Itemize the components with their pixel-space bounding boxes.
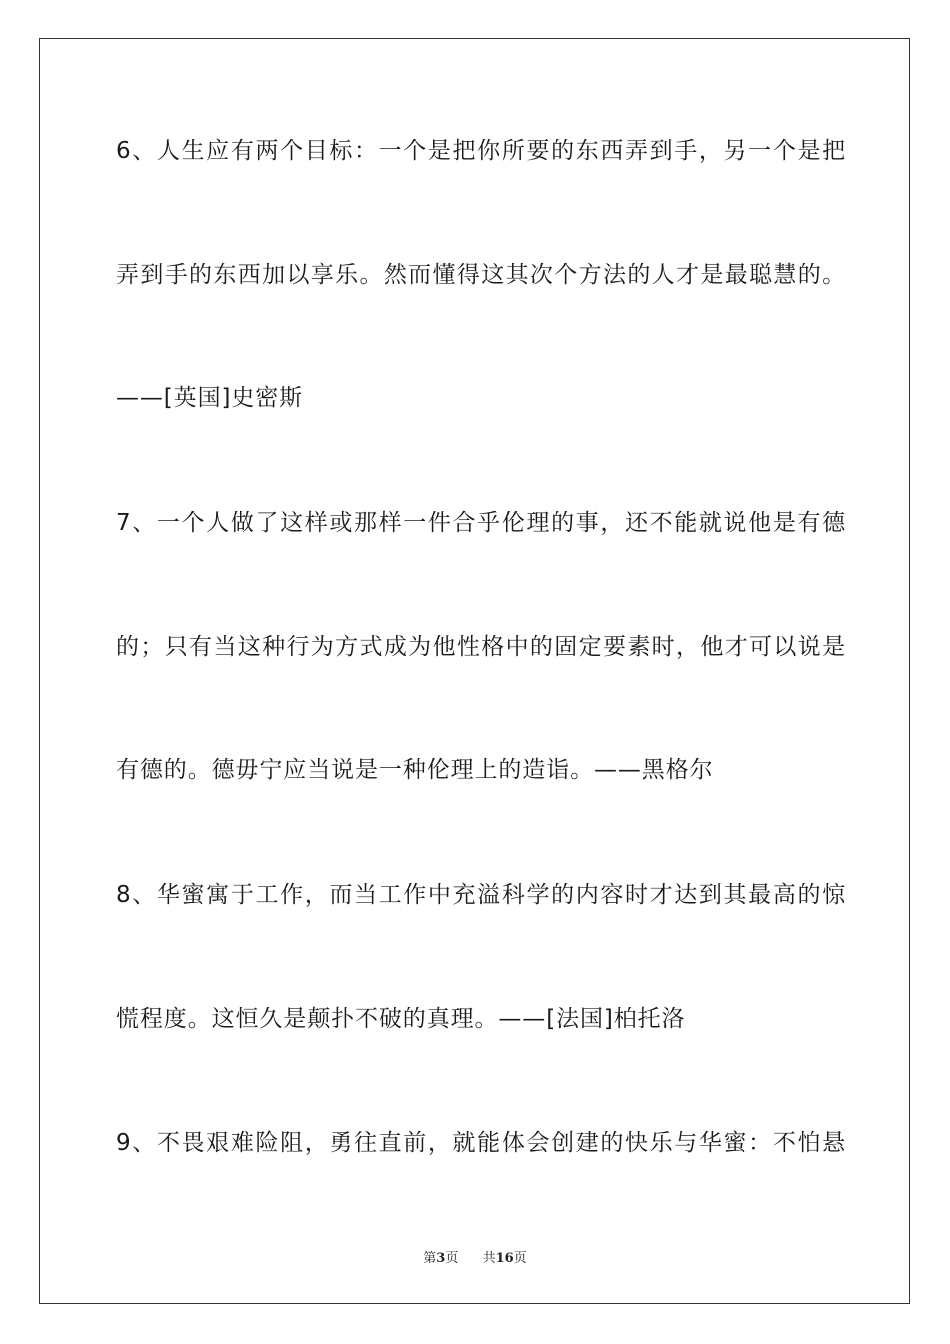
text-line-quote-6-part-2: 弄到手的东西加以享乐。然而懂得这其次个方法的人才是最聪慧的。: [116, 262, 846, 288]
text-line-quote-8-part-2: 慌程度。这恒久是颠扑不破的真理。——[法国]柏托洛: [116, 1006, 686, 1032]
text-line-quote-6-part-1: 6、人生应有两个目标：一个是把你所要的东西弄到手，另一个是把: [116, 138, 846, 164]
page-border: [39, 38, 910, 1304]
text-line-quote-7-part-2: 的；只有当这种行为方式成为他性格中的固定要素时，他才可以说是: [116, 634, 846, 660]
page-footer: [0, 1247, 950, 1266]
text-line-quote-9-part-1: 9、不畏艰难险阻，勇往直前，就能体会创建的快乐与华蜜：不怕悬: [116, 1130, 846, 1156]
footer-page-suffix: 页: [445, 1251, 459, 1266]
footer-total-prefix: 共: [482, 1251, 496, 1266]
text-line-quote-7-part-3: 有德的。德毋宁应当说是一种伦理上的造诣。——黑格尔: [116, 757, 714, 783]
footer-page-prefix: 第: [423, 1251, 437, 1266]
footer-total-pages: 16: [495, 1251, 514, 1266]
text-line-quote-8-part-1: 8、华蜜寓于工作，而当工作中充溢科学的内容时才达到其最高的惊: [116, 882, 846, 908]
footer-total-suffix: 页: [513, 1251, 527, 1266]
footer-page-number: 3: [436, 1251, 446, 1266]
text-line-quote-7-part-1: 7、一个人做了这样或那样一件合乎伦理的事，还不能就说他是有德: [116, 510, 846, 536]
text-line-quote-6-author: ——[英国]史密斯: [116, 385, 304, 411]
